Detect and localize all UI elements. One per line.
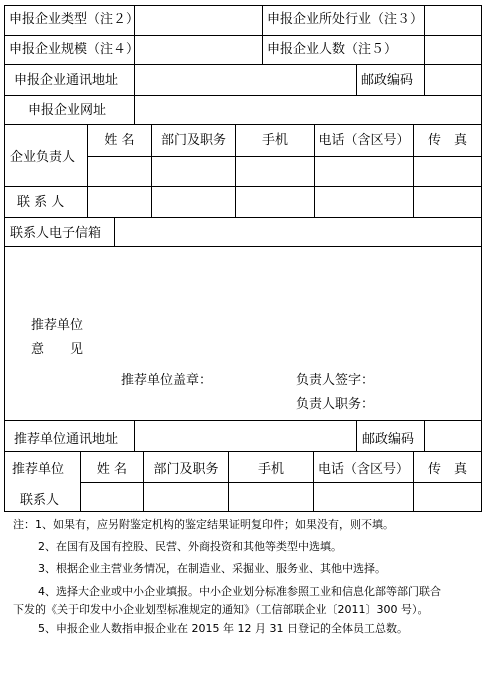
recommend-opinion-label: 推荐单位 bbox=[31, 318, 84, 333]
rc-col-header-phone: 电话（含区号） bbox=[317, 462, 409, 477]
footnote-2: 2、在国有及国有控股、民营、外商投资和其他等类型中选填。 bbox=[38, 540, 342, 553]
person-in-charge-mobile-field[interactable] bbox=[236, 157, 314, 186]
recommend-opinion-area[interactable] bbox=[5, 247, 480, 420]
person-in-charge-phone-field[interactable] bbox=[315, 157, 413, 186]
footnote-1: 注：1、如果有，应另附鉴定机构的鉴定结果证明复印件；如果没有，则不填。 bbox=[13, 518, 394, 531]
col-header-dept-title: 部门及职务 bbox=[160, 133, 226, 148]
industry-label: 申报企业所处行业（注３） bbox=[267, 12, 424, 27]
enterprise-scale-label: 申报企业规模（注４） bbox=[9, 42, 140, 57]
footnote-5: 5、申报企业人数指申报企业在 2015 年 12 月 31 日登记的全体员工总数。 bbox=[38, 622, 408, 635]
rc-col-header-mobile: 手机 bbox=[257, 462, 284, 477]
contact-person-dept-field[interactable] bbox=[152, 187, 235, 217]
enterprise-type-label: 申报企业类型（注２） bbox=[9, 12, 140, 27]
contact-person-fax-field[interactable] bbox=[414, 187, 481, 217]
recommend-contact-label: 推荐单位 bbox=[12, 462, 65, 477]
row-line bbox=[4, 124, 482, 125]
rc-mobile-field[interactable] bbox=[229, 483, 313, 511]
rc-phone-field[interactable] bbox=[314, 483, 413, 511]
col-line bbox=[356, 420, 357, 452]
col-line bbox=[262, 5, 263, 65]
footnote-3: 3、根据企业主营业务情况，在制造业、采掘业、服务业、其他中选择。 bbox=[38, 562, 386, 575]
rc-fax-field[interactable] bbox=[414, 483, 481, 511]
position-label: 负责人职务： bbox=[296, 397, 375, 412]
enterprise-scale-field[interactable] bbox=[135, 36, 261, 64]
rc-col-header-fax: 传 真 bbox=[427, 462, 467, 477]
recommend-opinion-label-2: 意 见 bbox=[31, 342, 84, 357]
employee-count-label: 申报企业人数（注５） bbox=[267, 42, 398, 57]
postcode-label: 邮政编码 bbox=[361, 73, 414, 88]
industry-field[interactable] bbox=[425, 6, 480, 35]
postcode-field[interactable] bbox=[425, 65, 480, 95]
signature-label: 负责人签字： bbox=[296, 373, 375, 388]
border-right bbox=[481, 5, 482, 512]
footnote-4-cont: 下发的《关于印发中小企业划型标准规定的通知》（工信部联企业〔2011〕300 号）。 bbox=[13, 603, 429, 616]
recommend-address-label: 推荐单位通讯地址 bbox=[14, 432, 119, 447]
employee-count-field[interactable] bbox=[425, 36, 480, 64]
footnote-4: 4、选择大企业或中小企业填报。中小企业划分标准参照工业和信息化部等部门联合 bbox=[38, 585, 441, 598]
contact-email-field[interactable] bbox=[115, 218, 480, 246]
contact-person-label: 联 系 人 bbox=[17, 195, 65, 210]
person-in-charge-label: 企业负责人 bbox=[10, 150, 76, 165]
col-line bbox=[356, 64, 357, 96]
person-in-charge-dept-field[interactable] bbox=[152, 157, 235, 186]
contact-email-label: 联系人电子信箱 bbox=[10, 226, 102, 241]
rc-col-header-name: 姓 名 bbox=[96, 462, 128, 477]
website-field[interactable] bbox=[135, 96, 480, 124]
col-header-name: 姓 名 bbox=[104, 133, 135, 148]
recommend-seal-label: 推荐单位盖章： bbox=[121, 373, 213, 388]
address-label: 申报企业通讯地址 bbox=[14, 73, 119, 88]
website-label: 申报企业网址 bbox=[28, 103, 107, 118]
recommend-address-field[interactable] bbox=[135, 421, 355, 451]
rc-name-field[interactable] bbox=[81, 483, 143, 511]
recommend-postcode-label: 邮政编码 bbox=[362, 432, 415, 447]
border-bottom bbox=[4, 511, 482, 512]
contact-person-name-field[interactable] bbox=[88, 187, 151, 217]
person-in-charge-name-field[interactable] bbox=[88, 157, 151, 186]
recommend-postcode-field[interactable] bbox=[425, 421, 480, 451]
rc-col-header-dept-title: 部门及职务 bbox=[153, 462, 219, 477]
enterprise-type-field[interactable] bbox=[135, 6, 261, 35]
recommend-contact-label-2: 联系人 bbox=[20, 493, 60, 508]
contact-person-phone-field[interactable] bbox=[315, 187, 413, 217]
col-header-fax: 传 真 bbox=[427, 133, 467, 148]
person-in-charge-fax-field[interactable] bbox=[414, 157, 481, 186]
col-header-phone: 电话（含区号） bbox=[318, 133, 410, 148]
address-field[interactable] bbox=[135, 65, 355, 95]
contact-person-mobile-field[interactable] bbox=[236, 187, 314, 217]
row-line bbox=[4, 451, 482, 452]
col-header-mobile: 手机 bbox=[261, 133, 288, 148]
rc-dept-field[interactable] bbox=[144, 483, 228, 511]
